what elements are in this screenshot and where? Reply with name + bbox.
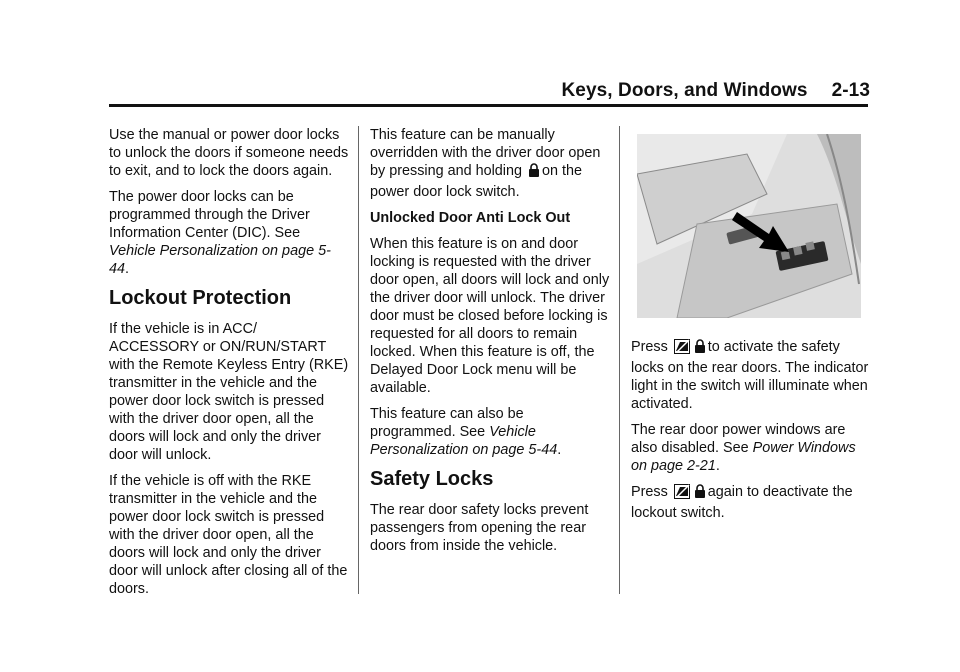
paragraph-text: .: [125, 261, 130, 277]
paragraph-text: Press: [631, 339, 668, 355]
column-3: [631, 126, 871, 530]
paragraph: Use the manual or power door locks to unlock the doors if someone needs to exit, and to lock the doors again.: [109, 127, 349, 179]
cross-reference-link[interactable]: Vehicle Personalization on page 5-44: [370, 424, 558, 458]
paragraph-text: Press: [631, 484, 668, 500]
section-title: Keys, Doors, and Windows: [561, 80, 808, 101]
cross-reference-link[interactable]: Vehicle Personalization on page 5-44: [109, 243, 331, 277]
paragraph: When this feature is on and door locking is requested with the driver door open, all doors will lock and only the driver door will unlock. The driver door must be closed before locking is requested for all doors to remain locked. When this feature is off, the Delayed Door Lock menu will be available.: [370, 236, 610, 396]
paragraph: [631, 483, 871, 522]
paragraph: If the vehicle is off with the RKE transmitter in the vehicle and the power door lock switch is pressed with the driver door open, all the doors will lock and only the driver door will unlock after closing all of the doors.: [109, 473, 348, 597]
header-rule: [109, 104, 868, 107]
paragraph: If the vehicle is in ACC/ ACCESSORY or ON/RUN/START with the Remote Keyless Entry (RKE) transmitter in the vehicle and the power door lock switch is pressed with the driver door open, all the doors will lock and only the driver door will unlock.: [109, 321, 349, 463]
lock-icon: [528, 163, 540, 183]
paragraph-text: This feature can also be programmed. See: [370, 406, 524, 440]
window-lockout-icon: [674, 339, 690, 359]
paragraph-text: on the power door lock switch.: [370, 163, 583, 200]
paragraph-text: The rear door power windows are also disabled. See: [631, 422, 846, 456]
section-heading: Lockout Protection: [109, 287, 292, 309]
paragraph-text: .: [715, 458, 720, 474]
paragraph-text: This feature can be manually overridden with the driver door open by pressing and holding: [370, 127, 601, 179]
paragraph-text: .: [557, 442, 562, 458]
lock-icon: [694, 484, 706, 504]
paragraph: The rear door safety locks prevent passengers from opening the rear doors from inside the vehicle.: [370, 502, 589, 554]
cross-reference-link[interactable]: Power Windows on page 2-21: [631, 440, 856, 474]
column-1: [109, 126, 349, 606]
column-divider: [619, 126, 620, 594]
paragraph-text: The power door locks can be programmed through the Driver Information Center (DIC). See: [109, 189, 310, 241]
lock-icon: [694, 339, 706, 359]
window-lockout-icon: [674, 484, 690, 504]
page-number: 2-13: [831, 80, 870, 101]
paragraph-text: again to deactivate the lockout switch.: [631, 484, 853, 521]
column-2: [370, 126, 610, 563]
section-heading: Safety Locks: [370, 468, 494, 490]
paragraph-text: to activate the safety locks on the rear doors. The indicator light in the switch will illuminate when activated.: [631, 339, 869, 412]
paragraph: [631, 338, 871, 413]
column-divider: [358, 126, 359, 594]
door-switch-photo: [637, 134, 861, 318]
paragraph: [109, 188, 349, 278]
paragraph: [370, 405, 610, 459]
subheading: Unlocked Door Anti Lock Out: [370, 210, 571, 226]
paragraph: [370, 126, 610, 201]
paragraph: [631, 421, 871, 475]
page-header: [561, 80, 870, 102]
